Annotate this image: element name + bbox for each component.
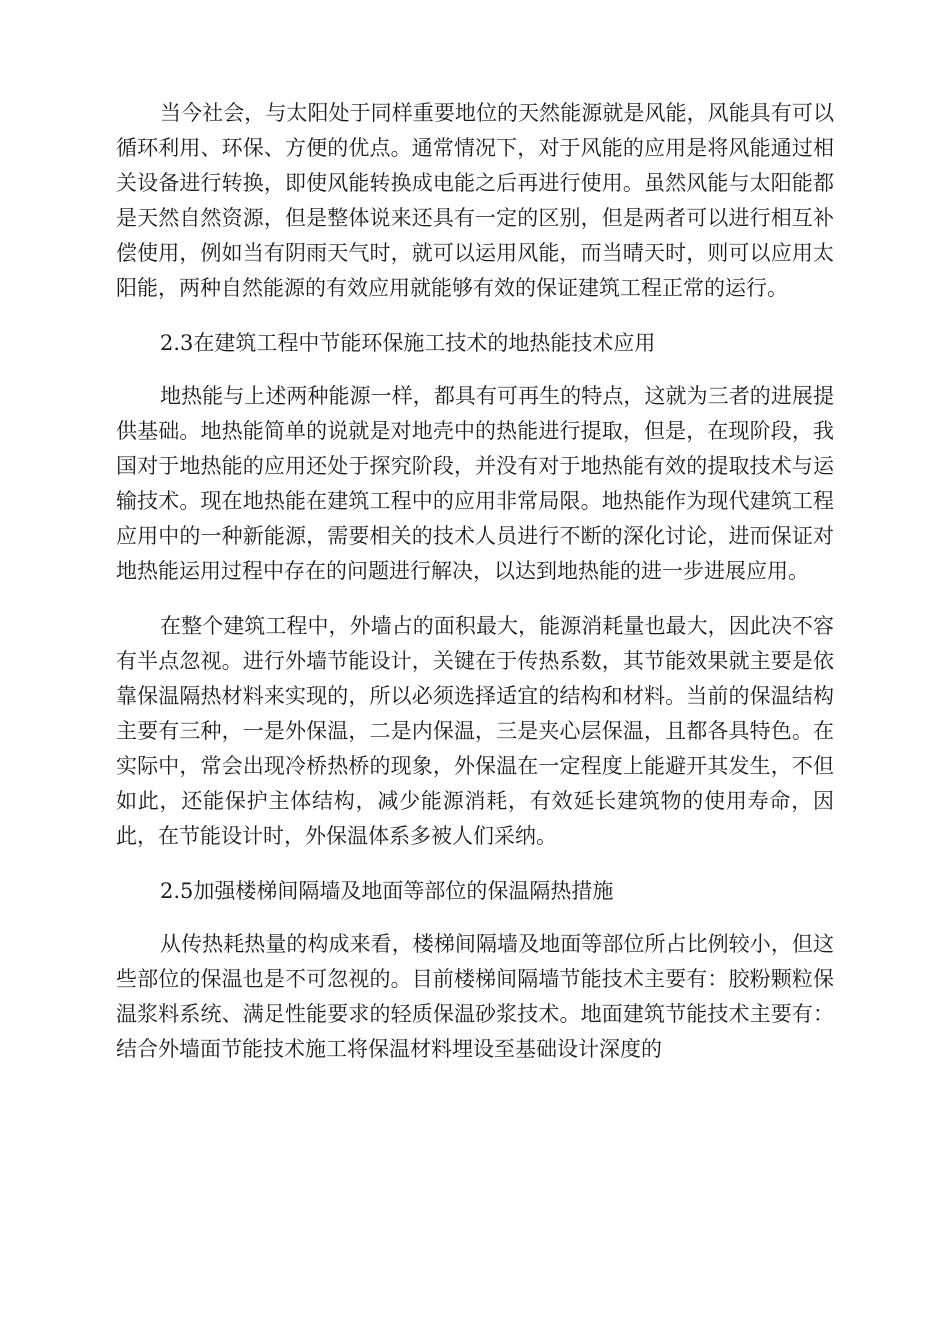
paragraph-stairwell-insulation: 从传热耗热量的构成来看，楼梯间隔墙及地面等部位所占比例较小，但这些部位的保温也是不可忽视的。目前楼梯间隔墙节能技术主要有：胶粉颗粒保温浆料系统、满足性能要求的轻质保温砂浆技术。地面建筑节能技术主要有：结合外墙面节能技术施工将保温材料埋设至基础设计深度的 <box>116 932 834 1061</box>
paragraph-exterior-wall: 在整个建筑工程中，外墙占的面积最大，能源消耗量也最大，因此决不容有半点忽视。进行外墙节能设计，关键在于传热系数，其节能效果就主要是依靠保温隔热材料来实现的，所以必须选择适宜的结构和材料。当前的保温结构主要有三种，一是外保温，二是内保温，三是夹心层保温，且都各具特色。在实际中，常会出现冷桥热桥的现象，外保温在一定程度上能避开其发生，不但如此，还能保护主体结构，减少能源消耗，有效延长建筑物的使用寿命，因此，在节能设计时，外保温体系多被人们采纳。 <box>116 614 834 848</box>
paragraph-geothermal-energy: 地热能与上述两种能源一样，都具有可再生的特点，这就为三者的进展提供基础。地热能简单的说就是对地壳中的热能进行提取，但是，在现阶段，我国对于地热能的应用还处于探究阶段，并没有对于地热能有效的提取技术与运输技术。现在地热能在建筑工程中的应用非常局限。地热能作为现代建筑工程应用中的一种新能源，需要相关的技术人员进行不断的深化讨论，进而保证对地热能运用过程中存在的问题进行解决，以达到地热能的进一步进展应用。 <box>116 384 834 583</box>
section-heading-stairwell: 2.5加强楼梯间隔墙及地面等部位的保温隔热措施 <box>160 879 614 903</box>
document-body <box>116 96 834 1067</box>
paragraph-wind-energy: 当今社会，与太阳处于同样重要地位的天然能源就是风能，风能具有可以循环利用、环保、方便的优点。通常情况下，对于风能的应用是将风能通过相关设备进行转换，即使风能转换成电能之后再进行使用。虽然风能与太阳能都是天然自然资源，但是整体说来还具有一定的区别，但是两者可以进行相互补偿使用，例如当有阴雨天气时，就可以运用风能，而当晴天时，则可以应用太阳能，两种自然能源的有效应用就能够有效的保证建筑工程正常的运行。 <box>116 101 834 300</box>
section-heading-geothermal: 2.3在建筑工程中节能环保施工技术的地热能技术应用 <box>160 331 656 355</box>
